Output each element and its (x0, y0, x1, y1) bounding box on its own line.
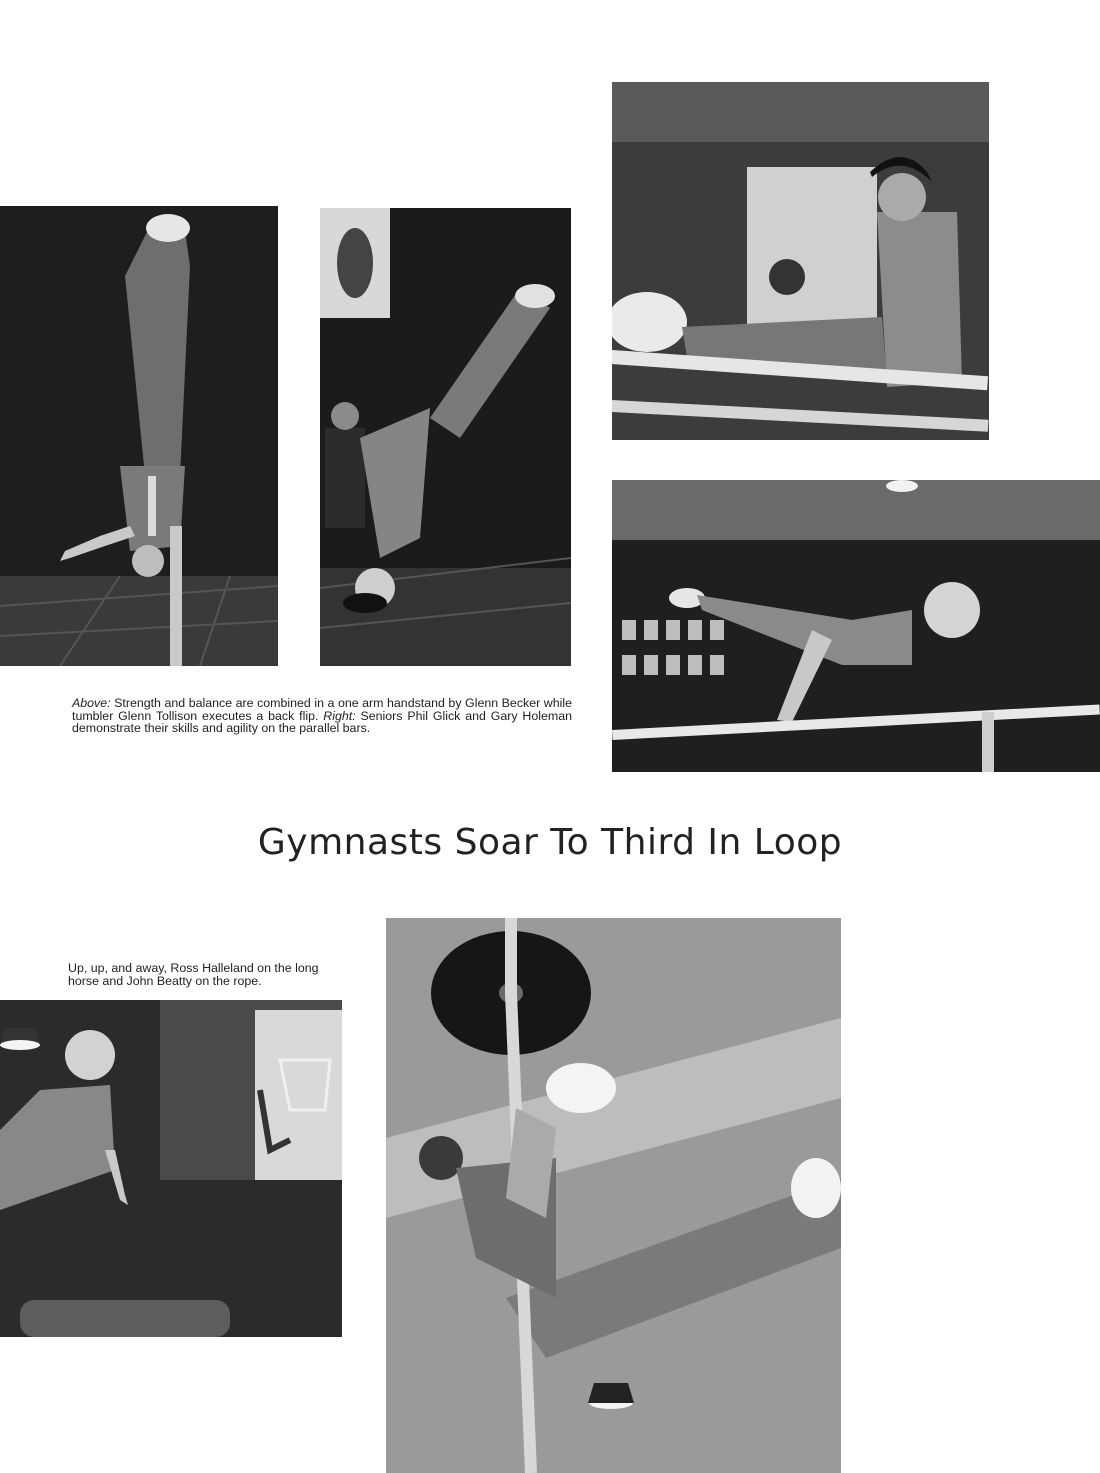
caption-above (72, 697, 572, 735)
page-headline: Gymnasts Soar To Third In Loop (257, 822, 843, 863)
caption-above-lead2: Right: (323, 708, 356, 723)
backflip-image (320, 208, 571, 666)
photo-parallel-bars-mid (612, 480, 1100, 772)
photo-backflip (320, 208, 571, 666)
caption-above-text2: Seniors Phil Glick and Gary Holeman demonstrate their skills and agility on the parallel bars. (72, 708, 572, 736)
photo-long-horse (0, 1000, 342, 1337)
caption-above-text1: Strength and balance are combined in a one arm handstand by Glenn Becker while tumbler Glenn Tollison executes a back flip. (72, 696, 572, 723)
long-horse-image (0, 1000, 342, 1337)
photo-parallel-bars-top (612, 82, 989, 440)
photo-handstand (0, 206, 278, 666)
parallel-bars-mid-image (612, 480, 1100, 772)
caption-above-lead: Above: (72, 696, 111, 711)
handstand-image (0, 206, 278, 666)
caption-up: Up, up, and away, Ross Halleland on the long horse and John Beatty on the rope. (68, 961, 319, 988)
rope-image (386, 918, 841, 1473)
parallel-bars-top-image (612, 82, 989, 440)
photo-rope (386, 918, 841, 1473)
